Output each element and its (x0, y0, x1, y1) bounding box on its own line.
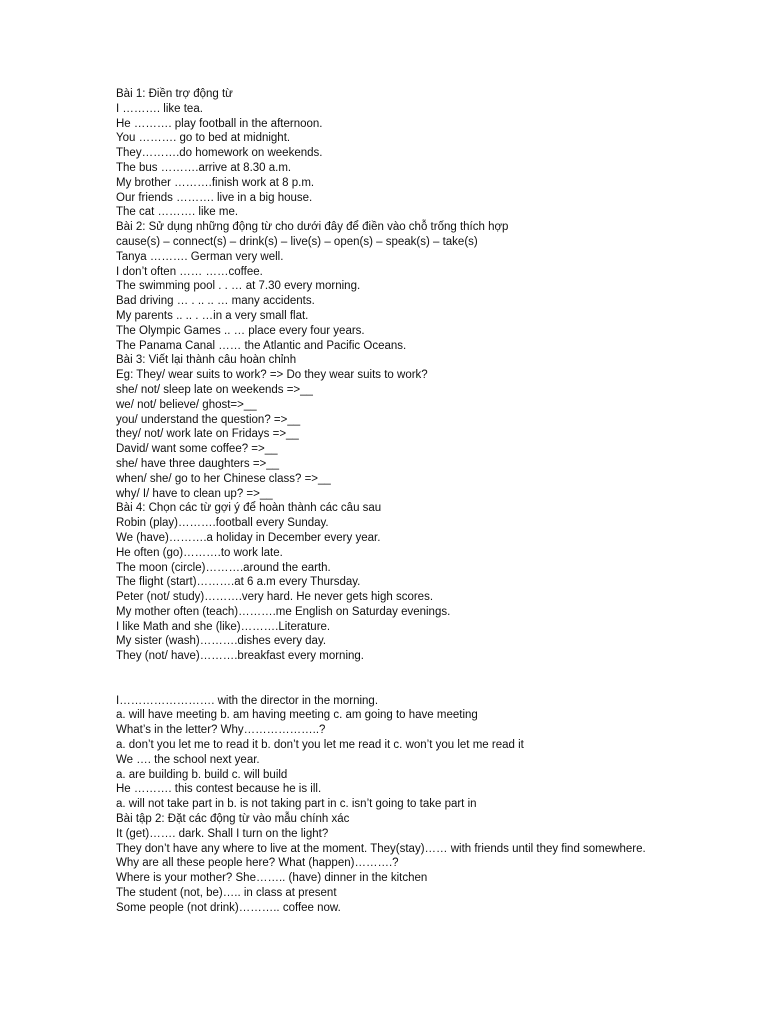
exercise-line: My brother ……….finish work at 8 p.m. (116, 176, 315, 189)
exercise-line: Tanya ………. German very well. (116, 250, 284, 263)
exercise-line: David/ want some coffee? =>__ (116, 443, 278, 456)
section-2 (116, 694, 716, 916)
question-line: I……………………. with the director in the morning. (116, 694, 379, 707)
exercise-heading: Bài tập 2: Đặt các động từ vào mẫu chính xác (116, 813, 350, 826)
exercise-line: Some people (not drink)……….. coffee now. (116, 901, 341, 914)
exercise-line: I don’t often …… ……coffee. (116, 265, 263, 278)
exercise-line: The cat ………. like me. (116, 206, 239, 219)
exercise-line: The swimming pool . . … at 7.30 every morning. (116, 280, 361, 293)
exercise-line: you/ understand the question? =>__ (116, 413, 301, 426)
exercise-line: The student (not, be)….. in class at present (116, 887, 337, 900)
example-line: Eg: They/ wear suits to work? => Do they wear suits to work? (116, 369, 428, 382)
exercise-2-heading: Bài 2: Sử dụng những động từ cho dưới đây để điền vào chỗ trống thích hợp (116, 221, 509, 234)
exercise-line: They (not/ have)……….breakfast every morning. (116, 650, 364, 663)
document-page (116, 87, 716, 916)
section-1 (116, 87, 716, 664)
exercise-line: The moon (circle)……….around the earth. (116, 561, 331, 574)
exercise-line: He ………. play football in the afternoon. (116, 117, 323, 130)
exercise-line: I like Math and she (like)……….Literature. (116, 620, 331, 633)
exercise-line: she/ not/ sleep late on weekends =>__ (116, 383, 313, 396)
answer-options: a. will not take part in b. is not taking part in c. isn’t going to take part in (116, 798, 477, 811)
answer-options: a. will have meeting b. am having meeting c. am going to have meeting (116, 709, 478, 722)
question-line: He ………. this contest because he is ill. (116, 783, 322, 796)
exercise-line: The Olympic Games .. … place every four years. (116, 324, 365, 337)
exercise-line: they/ not/ work late on Fridays =>__ (116, 428, 299, 441)
exercise-4-heading: Bài 4: Chọn các từ gợi ý để hoàn thành các câu sau (116, 502, 382, 515)
exercise-line: why/ I/ have to clean up? =>__ (116, 487, 273, 500)
exercise-1-heading: Bài 1: Điền trợ động từ (116, 88, 233, 100)
exercise-line: Robin (play)……….football every Sunday. (116, 517, 329, 530)
exercise-line: He often (go)……….to work late. (116, 546, 283, 559)
answer-options: a. don’t you let me to read it b. don’t you let me read it c. won’t you let me read it (116, 739, 524, 752)
exercise-line: when/ she/ go to her Chinese class? =>__ (116, 472, 331, 485)
exercise-line: The flight (start)……….at 6 a.m every Thursday. (116, 576, 361, 589)
exercise-line: Our friends ………. live in a big house. (116, 191, 313, 204)
exercise-line: The bus ……….arrive at 8.30 a.m. (116, 161, 292, 174)
answer-options: a. are building b. build c. will build (116, 768, 288, 781)
exercise-line: The Panama Canal …… the Atlantic and Pacific Oceans. (116, 339, 407, 352)
exercise-line: she/ have three daughters =>__ (116, 457, 280, 470)
exercise-line: My sister (wash)……….dishes every day. (116, 635, 327, 648)
exercise-line: My parents .. .. . …in a very small flat. (116, 309, 309, 322)
exercise-line: I ………. like tea. (116, 102, 203, 115)
question-line: What’s in the letter? Why………………..? (116, 724, 326, 737)
blank-spacer (116, 664, 716, 694)
question-line: We …. the school next year. (116, 753, 260, 766)
exercise-line: we/ not/ believe/ ghost=>__ (116, 398, 257, 411)
exercise-3-heading: Bài 3: Viết lại thành câu hoàn chỉnh (116, 354, 297, 367)
exercise-line: Where is your mother? She…….. (have) dinner in the kitchen (116, 872, 428, 885)
exercise-line: Why are all these people here? What (happen)……….? (116, 857, 399, 870)
exercise-line: Bad driving … . .. .. … many accidents. (116, 295, 315, 308)
exercise-line: They……….do homework on weekends. (116, 147, 323, 160)
exercise-line: You ………. go to bed at midnight. (116, 132, 291, 145)
exercise-line: Peter (not/ study)……….very hard. He never gets high scores. (116, 591, 434, 604)
verb-list: cause(s) – connect(s) – drink(s) – live(s) – open(s) – speak(s) – take(s) (116, 235, 478, 248)
exercise-line: My mother often (teach)……….me English on Saturday evenings. (116, 605, 451, 618)
exercise-line: We (have)……….a holiday in December every year. (116, 531, 381, 544)
exercise-line: It (get)……. dark. Shall I turn on the light? (116, 827, 329, 840)
exercise-line: They don’t have any where to live at the moment. They(stay)…… with friends until they find somewhere. (116, 842, 646, 855)
